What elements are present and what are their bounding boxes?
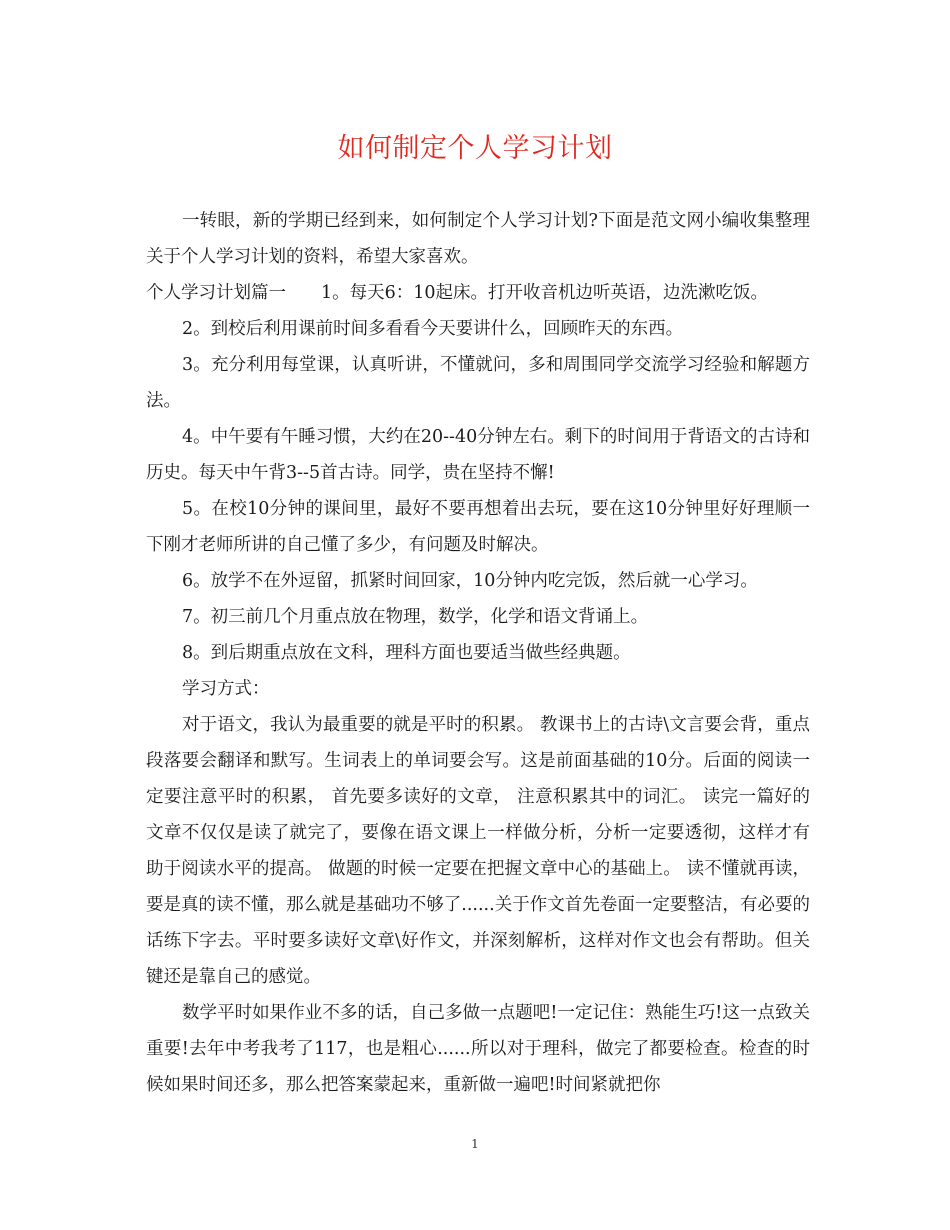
paragraph-chinese-study: 对于语文，我认为最重要的就是平时的积累。 教课书上的古诗\文言要会背，重点段落要会翻译和默写。生词表上的单词要会写。这是前面基础的10分。后面的阅读一定要注意平时的积累， 首先要多读好的文章， 注意积累其中的词汇。 读完一篇好的文章不仅仅是读了就完了，要像在语文课上一样做分析，分析一定要透彻，这样才有助于阅读水平的提高。 做题的时候一定要在把握文章中心的基础上。 读不懂就再读， 要是真的读不懂，那么就是基础功不够了......关于作文首先卷面一定要整洁，有必要的话练下字去。平时要多读好文章\好作文，并深刻解析，这样对作文也会有帮助。但关键还是靠自己的感觉。	[146, 715, 810, 987]
paragraph-plan-item-8: 8。到后期重点放在文科，理科方面也要适当做些经典题。	[182, 643, 631, 663]
paragraph-study-methods-heading: 学习方式：	[182, 679, 270, 699]
paragraph-plan-item-1: 个人学习计划篇一 1。每天6：10起床。打开收音机边听英语，边洗漱吃饭。	[146, 283, 769, 303]
document-title: 如何制定个人学习计划	[337, 133, 613, 164]
paragraph-plan-item-2: 2。到校后利用课前时间多看看今天要讲什么，回顾昨天的东西。	[182, 319, 684, 339]
paragraph-plan-item-7: 7。初三前几个月重点放在物理，数学，化学和语文背诵上。	[182, 607, 649, 627]
paragraph-plan-item-3: 3。充分利用每堂课，认真听讲，不懂就问，多和周围同学交流学习经验和解题方法。	[146, 355, 810, 411]
page-number: 1	[471, 1137, 479, 1151]
paragraph-plan-item-6: 6。放学不在外逗留，抓紧时间回家，10分钟内吃完饭，然后就一心学习。	[182, 571, 758, 591]
document-body	[146, 203, 810, 1103]
paragraph-plan-item-5: 5。在校10分钟的课间里，最好不要再想着出去玩，要在这10分钟里好好理顺一下刚才老师所讲的自己懂了多少，有问题及时解决。	[146, 499, 810, 555]
paragraph-intro: 一转眼，新的学期已经到来，如何制定个人学习计划?下面是范文网小编收集整理关于个人学习计划的资料，希望大家喜欢。	[146, 211, 810, 267]
paragraph-plan-item-4: 4。中午要有午睡习惯，大约在20--40分钟左右。剩下的时间用于背语文的古诗和历史。每天中午背3--5首古诗。同学，贵在坚持不懈!	[146, 427, 810, 483]
paragraph-math-study: 数学平时如果作业不多的话，自己多做一点题吧!一定记住：熟能生巧!这一点致关重要!去年中考我考了117，也是粗心......所以对于理科，做完了都要检查。检查的时候如果时间还多，那么把答案蒙起来，重新做一遍吧!时间紧就把你	[146, 1003, 810, 1095]
